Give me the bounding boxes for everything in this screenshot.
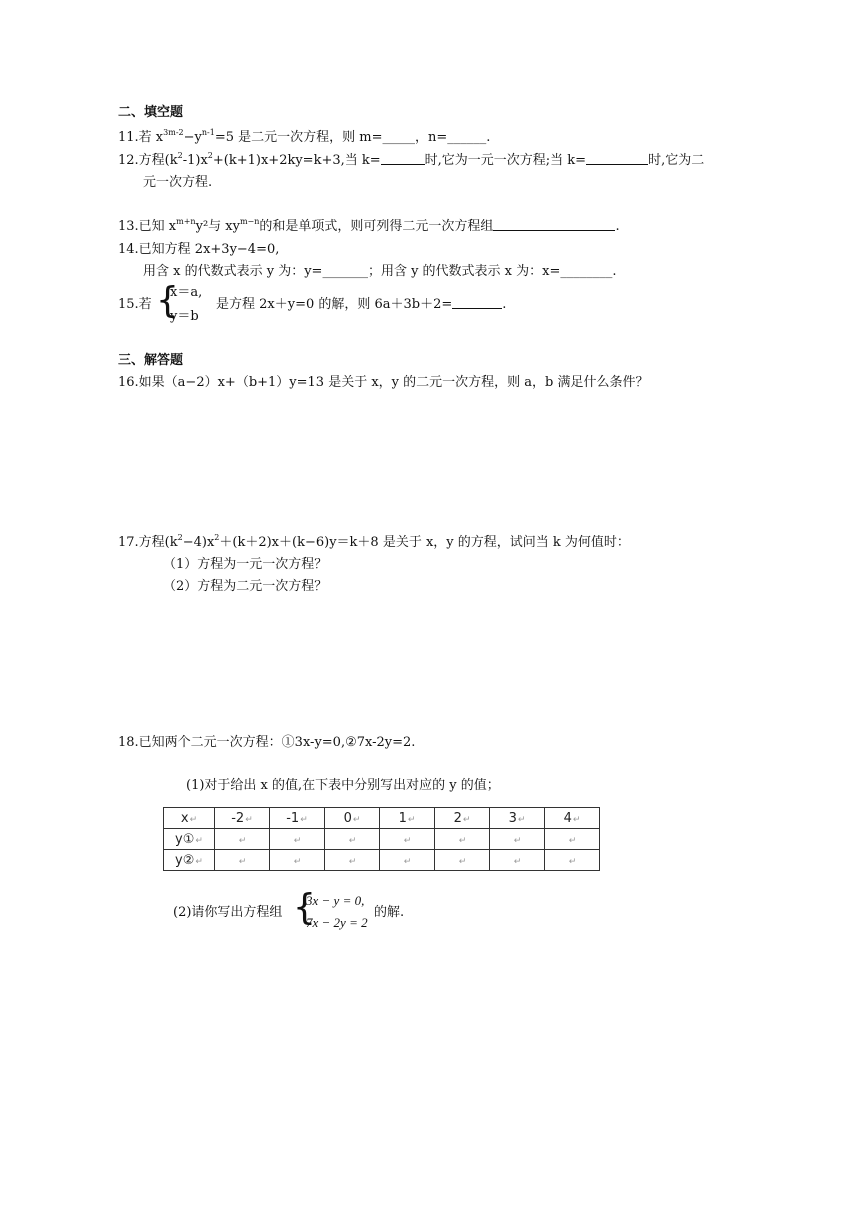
question-15: 是方程 2x＋y=0 的解，则 6a＋3b＋2= . bbox=[216, 297, 507, 312]
table-cell: ↵ bbox=[435, 850, 490, 871]
q15-system-bottom: y＝b bbox=[170, 309, 199, 324]
table-header-cell: 2↵ bbox=[435, 808, 490, 829]
section-heading-answer: 三、解答题 bbox=[118, 353, 184, 368]
table-cell: ↵ bbox=[380, 850, 435, 871]
table-row-label: y②↵ bbox=[164, 850, 215, 871]
table-header-cell: 4↵ bbox=[545, 808, 600, 829]
question-12-continued: 元一次方程. bbox=[143, 175, 213, 190]
question-18-part-2-end: 的解. bbox=[374, 905, 405, 920]
q18-system-top: 3x − y = 0, bbox=[306, 893, 365, 908]
table-header-cell: 3↵ bbox=[490, 808, 545, 829]
values-table bbox=[163, 807, 600, 871]
table-cell: ↵ bbox=[545, 850, 600, 871]
table-cell: ↵ bbox=[435, 829, 490, 850]
table-cell: ↵ bbox=[490, 829, 545, 850]
question-18: 18.已知两个二元一次方程：①3x-y=0,②7x-2y=2. bbox=[118, 735, 416, 750]
table-header-cell: -2↵ bbox=[215, 808, 270, 829]
table-row-label: y①↵ bbox=[164, 829, 215, 850]
table-cell: ↵ bbox=[380, 829, 435, 850]
table-cell: ↵ bbox=[270, 850, 325, 871]
table-cell: ↵ bbox=[490, 850, 545, 871]
question-17: 17.方程$(k^2-4)x^2+(k+2)x+(k-6)y=k+8$ 是关于 x，y 的方程，试问当 k 为何值时： bbox=[118, 533, 630, 550]
question-14-part: 用含 x 的代数式表示 y 为：y=_______；用含 y 的代数式表示 x 为：x=________. bbox=[143, 264, 617, 279]
question-12: 12.方程$(k^2-1)x^2+(k+1)x+2ky=k+3$,当 k= 时,它为一元一次方程;当 k= 时,它为二 bbox=[118, 151, 705, 168]
answer-blank bbox=[381, 152, 425, 165]
table-header-cell: -1↵ bbox=[270, 808, 325, 829]
section-heading-fill-blank: 二、填空题 bbox=[118, 105, 184, 120]
q15-system-top: x＝a, bbox=[170, 285, 203, 300]
question-17-part-2: （2）方程为二元一次方程？ bbox=[163, 579, 328, 594]
table-row-y2 bbox=[164, 850, 600, 871]
question-18-part-2: (2)请你写出方程组 bbox=[173, 905, 283, 920]
question-17-part-1: （1）方程为一元一次方程？ bbox=[163, 557, 328, 572]
table-cell: ↵ bbox=[215, 829, 270, 850]
question-15-lead: 15.若 bbox=[118, 297, 152, 312]
table-header-cell: 1↵ bbox=[380, 808, 435, 829]
q18-system-bottom: 7x − 2y = 2 bbox=[306, 915, 368, 930]
question-18-part-1: (1)对于给出 x 的值,在下表中分别写出对应的 y 的值； bbox=[186, 778, 500, 793]
answer-blank bbox=[586, 152, 648, 165]
table-row-y1 bbox=[164, 829, 600, 850]
table-cell: ↵ bbox=[545, 829, 600, 850]
table-cell: ↵ bbox=[325, 829, 380, 850]
table-header-cell: 0↵ bbox=[325, 808, 380, 829]
table-row-x bbox=[164, 808, 600, 829]
table-cell: ↵ bbox=[270, 829, 325, 850]
answer-blank bbox=[493, 218, 615, 231]
question-11: 11.若 $x^{3m-2}-y^{n-1}=5$ 是二元一次方程，则 m=_____，n=______. bbox=[118, 128, 491, 145]
table-cell: ↵ bbox=[325, 850, 380, 871]
brace-icon: { bbox=[156, 280, 179, 321]
answer-blank bbox=[452, 296, 502, 309]
table-header-x: x↵ bbox=[164, 808, 215, 829]
question-13: 13.已知 $x^{m+n}y^2$与 $xy^{m-n}$的和是单项式，则可列得二元一次方程组 . bbox=[118, 217, 620, 234]
table-cell: ↵ bbox=[215, 850, 270, 871]
question-16: 16.如果（a−2）x+（b+1）y=13 是关于 x，y 的二元一次方程，则 a，b 满足什么条件？ bbox=[118, 375, 649, 390]
question-14: 14.已知方程 2x+3y−4=0, bbox=[118, 242, 280, 257]
brace-icon: { bbox=[293, 887, 316, 928]
